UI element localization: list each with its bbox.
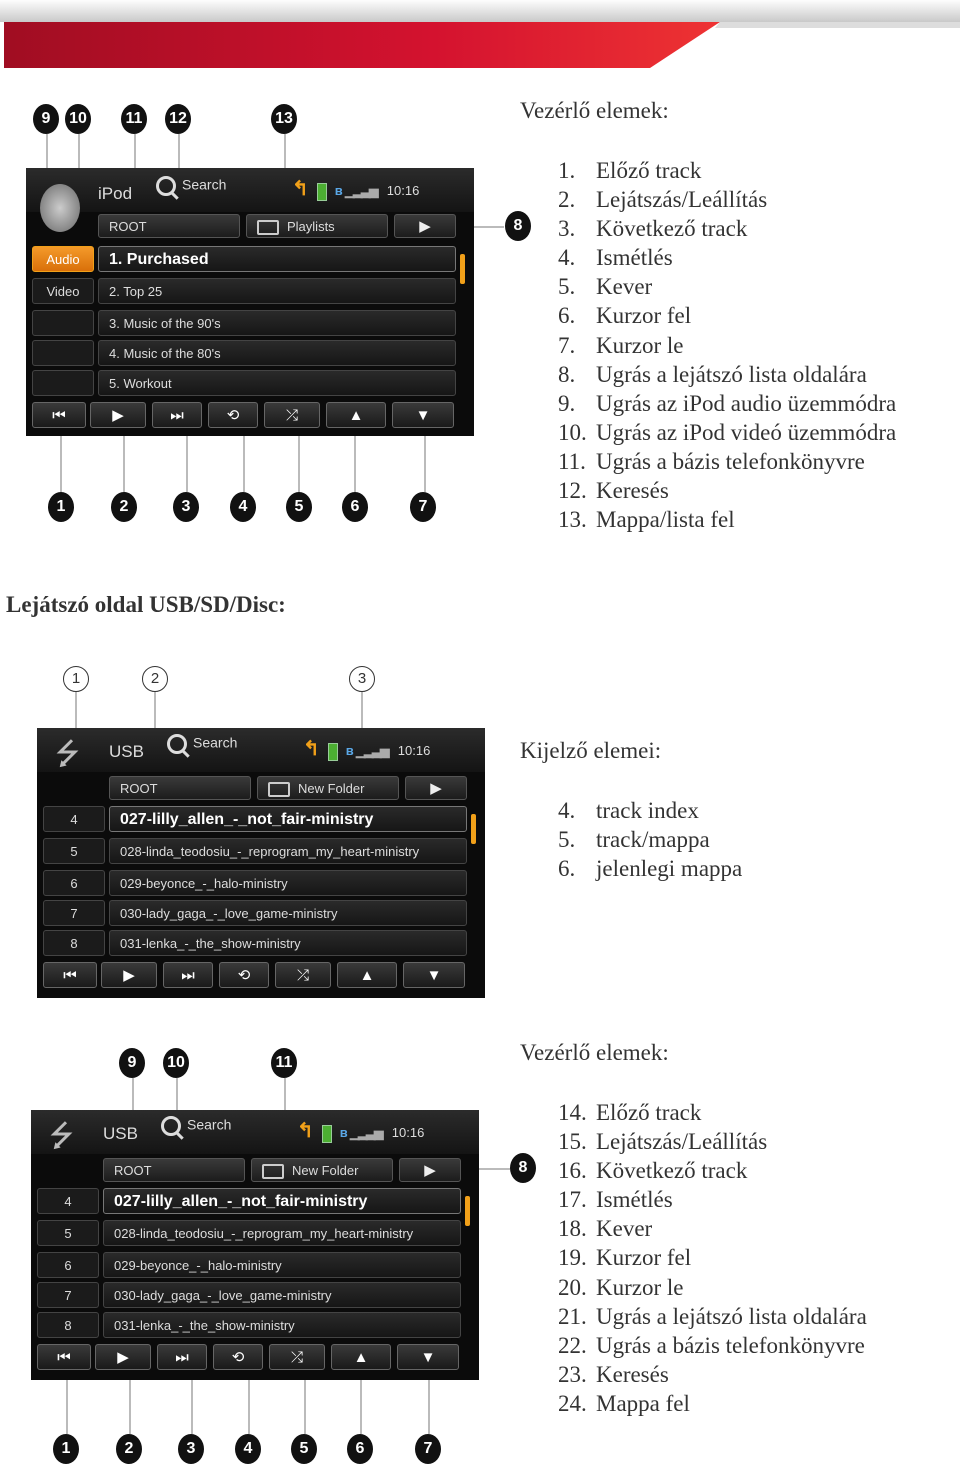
shuffle-button[interactable]: ⤮ (269, 1344, 325, 1370)
scrollbar[interactable] (465, 1196, 470, 1226)
item-number: 3. (558, 216, 576, 242)
item-number: 6. (558, 856, 576, 882)
track-index: 5 (43, 838, 105, 864)
item-number: 15. (558, 1129, 587, 1155)
usb-screen-controls (31, 1110, 479, 1380)
item-number: 1. (558, 158, 576, 183)
search-label: Search (193, 734, 238, 751)
callout-marker: 1 (48, 492, 74, 522)
item-number: 18. (558, 1216, 587, 1242)
clock: 10:16 (386, 183, 420, 198)
usb-section-title: Lejátszó oldal USB/SD/Disc: (6, 592, 286, 617)
battery-icon (317, 183, 327, 201)
source-label: USB (103, 1124, 138, 1143)
callout-marker: 3 (173, 492, 199, 522)
scrollbar[interactable] (471, 814, 476, 844)
callout-marker: 10 (65, 104, 91, 134)
search-icon (161, 1116, 181, 1136)
status-area (297, 1118, 424, 1143)
next-track-button[interactable]: ⏭ (152, 402, 202, 428)
callout-marker: 11 (121, 104, 147, 134)
folder-icon (257, 220, 279, 235)
item-text: Ugrás az iPod audio üzemmódra (596, 390, 897, 416)
item-number: 4. (558, 245, 576, 271)
usb-icon: ⭍ (49, 1120, 74, 1153)
folder-up-button[interactable] (251, 1158, 393, 1182)
callout-marker: 9 (119, 1048, 145, 1078)
leader-line (298, 428, 300, 492)
nav-arrow-icon[interactable]: ↰ (297, 1120, 314, 1142)
list-item (558, 360, 896, 389)
list-item (558, 156, 896, 185)
list-item (558, 1098, 867, 1127)
battery-icon (328, 743, 338, 761)
track-row[interactable]: 028-linda_teodosiu_-_reprogram_my_heart-ministry (109, 838, 467, 864)
item-number: 11. (558, 448, 586, 474)
status-area (303, 736, 430, 761)
track-index: 8 (37, 1312, 99, 1338)
item-number: 7. (558, 332, 576, 358)
list-item (558, 272, 896, 301)
item-number: 8. (558, 361, 576, 387)
item-number: 17. (558, 1187, 587, 1213)
track-row[interactable]: 030-lady_gaga_-_love_game-ministry (103, 1282, 461, 1308)
cursor-up-button[interactable]: ▲ (331, 1344, 391, 1370)
list-item (558, 418, 896, 447)
folder-up-button[interactable] (246, 214, 388, 238)
folder-label: New Folder (298, 781, 365, 796)
track-row[interactable]: 028-linda_teodosiu_-_reprogram_my_heart-ministry (103, 1220, 461, 1246)
callout-marker: 4 (230, 492, 256, 522)
item-text: Lejátszás/Leállítás (596, 1129, 768, 1155)
item-text: Ismétlés (596, 245, 673, 271)
item-number: 10. (558, 419, 587, 445)
ipod-icon (40, 184, 80, 232)
display-elements-heading: Kijelző elemei: (520, 738, 662, 763)
callout-marker: 1 (53, 1434, 79, 1464)
item-text: Ugrás a bázis telefonkönyvre (596, 1332, 865, 1358)
leader-line (428, 1372, 430, 1434)
list-row[interactable]: 2. Top 25 (98, 278, 456, 304)
search-button[interactable] (167, 734, 237, 754)
source-label: USB (109, 742, 144, 761)
callout-marker: 5 (286, 492, 312, 522)
item-text: Ugrás a lejátszó lista oldalára (596, 1303, 867, 1329)
next-track-button[interactable]: ⏭ (163, 962, 213, 988)
item-number: 2. (558, 187, 576, 213)
previous-track-button[interactable]: ⏮ (43, 962, 97, 988)
track-index: 6 (43, 870, 105, 896)
list-item (558, 447, 896, 476)
folder-icon (268, 782, 290, 797)
repeat-button[interactable]: ⟲ (208, 402, 258, 428)
callout-marker: 13 (271, 104, 297, 134)
status-area (292, 176, 419, 201)
leader-line (304, 1372, 306, 1434)
list-item (558, 1360, 867, 1389)
list-item (558, 1273, 867, 1302)
bluetooth-icon: ʙ (345, 743, 354, 758)
item-number: 4. (558, 798, 576, 823)
source-label: iPod (98, 184, 133, 203)
shuffle-button[interactable]: ⤮ (275, 962, 331, 988)
callout-marker: 2 (111, 492, 137, 522)
item-text: Keresés (596, 478, 669, 504)
callout-marker: 2 (116, 1434, 142, 1464)
red-banner (0, 0, 960, 68)
track-row[interactable]: 027-lilly_allen_-_not_fair-ministry (103, 1188, 461, 1214)
track-index: 8 (43, 930, 105, 956)
list-item (558, 1127, 867, 1156)
item-text: Előző track (596, 1100, 702, 1125)
item-text: Kurzor le (596, 332, 684, 358)
bluetooth-icon: ʙ (339, 1125, 348, 1140)
item-number: 22. (558, 1332, 587, 1358)
usb-controls-heading: Vezérlő elemek: (520, 1040, 669, 1065)
item-text: Mappa/lista fel (596, 507, 735, 533)
track-row[interactable]: 030-lady_gaga_-_love_game-ministry (109, 900, 467, 926)
callout-marker: 11 (271, 1048, 297, 1078)
list-item (558, 796, 742, 825)
usb-screen-display (37, 728, 485, 998)
bluetooth-icon: ʙ (334, 183, 343, 198)
root-button[interactable]: ROOT (98, 214, 240, 238)
callout-marker: 3 (178, 1434, 204, 1464)
list-item (558, 505, 896, 534)
clock: 10:16 (397, 743, 431, 758)
search-icon (156, 176, 176, 196)
callout-marker: 10 (163, 1048, 189, 1078)
list-row[interactable]: 4. Music of the 80's (98, 340, 456, 366)
leader-line (66, 1372, 68, 1434)
item-number: 19. (558, 1245, 587, 1271)
callout-marker: 6 (342, 492, 368, 522)
track-row[interactable]: 031-lenka_-_the_show-ministry (109, 930, 467, 956)
list-item (558, 301, 896, 330)
item-text: track index (596, 798, 699, 823)
list-item (558, 1331, 867, 1360)
ipod-controls-list (558, 156, 896, 534)
callout-marker: 4 (235, 1434, 261, 1464)
list-item (558, 389, 896, 418)
list-item (558, 476, 896, 505)
callout-marker: 8 (510, 1153, 536, 1183)
empty-tab (32, 310, 94, 336)
list-row[interactable]: 3. Music of the 90's (98, 310, 456, 336)
shuffle-button[interactable]: ⤮ (264, 402, 320, 428)
list-item (558, 1389, 867, 1418)
item-text: Kurzor fel (596, 1245, 692, 1271)
clock: 10:16 (391, 1125, 425, 1140)
play-pause-button[interactable]: ▶ (95, 1344, 151, 1370)
leader-line (243, 428, 245, 492)
item-number: 5. (558, 827, 576, 853)
item-text: Ismétlés (596, 1187, 673, 1213)
item-number: 9. (558, 390, 576, 416)
list-item (558, 1302, 867, 1331)
item-number: 13. (558, 507, 587, 533)
item-text: Következő track (596, 1158, 748, 1184)
track-index: 6 (37, 1252, 99, 1278)
list-item (558, 1243, 867, 1272)
track-index: 4 (43, 806, 105, 832)
search-button[interactable] (156, 176, 226, 196)
list-item (558, 331, 896, 360)
signal-icon: ▁▂▃▅ (344, 183, 377, 198)
item-text: Ugrás az iPod videó üzemmódra (596, 419, 897, 445)
callout-marker: 12 (165, 104, 191, 134)
previous-track-button[interactable]: ⏮ (32, 402, 86, 428)
leader-line (191, 1372, 193, 1434)
track-row[interactable]: 027-lilly_allen_-_not_fair-ministry (109, 806, 467, 832)
signal-icon: ▁▂▃▅ (349, 1125, 382, 1140)
list-row[interactable]: 1. Purchased (98, 246, 456, 272)
cursor-up-button[interactable]: ▲ (337, 962, 397, 988)
item-text: track/mappa (596, 827, 710, 853)
ipod-screen (26, 168, 474, 436)
callout-marker: 7 (415, 1434, 441, 1464)
item-number: 24. (558, 1390, 587, 1416)
callout-marker: 6 (347, 1434, 373, 1464)
leader-line (123, 428, 125, 492)
track-row[interactable]: 029-beyonce_-_halo-ministry (109, 870, 467, 896)
cursor-down-button[interactable]: ▼ (392, 402, 454, 428)
nav-arrow-icon[interactable]: ↰ (292, 178, 309, 200)
root-button[interactable]: ROOT (103, 1158, 245, 1182)
callout-marker: 8 (505, 211, 531, 241)
leader-line (186, 428, 188, 492)
list-item (558, 243, 896, 272)
next-track-button[interactable]: ⏭ (157, 1344, 207, 1370)
callout-marker: 7 (410, 492, 436, 522)
list-row[interactable]: 5. Workout (98, 370, 456, 396)
item-number: 14. (558, 1100, 587, 1125)
item-number: 16. (558, 1158, 587, 1184)
tab-audio[interactable]: Audio (32, 246, 94, 272)
leader-line (60, 428, 62, 492)
ipod-controls-heading: Vezérlő elemek: (520, 98, 669, 123)
item-text: Következő track (596, 216, 748, 242)
callout-marker: 9 (33, 104, 59, 134)
list-item (558, 214, 896, 243)
folder-label: New Folder (292, 1163, 359, 1178)
leader-line (248, 1372, 250, 1434)
empty-tab (32, 370, 94, 396)
track-row[interactable]: 029-beyonce_-_halo-ministry (103, 1252, 461, 1278)
list-item (558, 1185, 867, 1214)
leader-line (424, 428, 426, 492)
leader-line (360, 1372, 362, 1434)
usb-icon: ⭍ (55, 738, 80, 771)
repeat-button[interactable]: ⟲ (219, 962, 269, 988)
search-icon (167, 734, 187, 754)
callout-marker: 1 (63, 666, 89, 692)
battery-icon (322, 1125, 332, 1143)
item-text: Kever (596, 1216, 653, 1242)
folder-up-button[interactable] (257, 776, 399, 800)
callout-marker: 5 (291, 1434, 317, 1464)
scrollbar[interactable] (460, 254, 465, 284)
cursor-down-button[interactable]: ▼ (397, 1344, 459, 1370)
item-number: 20. (558, 1274, 587, 1300)
list-item (558, 854, 742, 883)
item-text: Lejátszás/Leállítás (596, 187, 768, 213)
tab-video[interactable]: Video (32, 278, 94, 304)
item-text: Ugrás a lejátszó lista oldalára (596, 361, 867, 387)
item-text: Előző track (596, 158, 702, 183)
now-playing-button[interactable]: ▶ (405, 776, 467, 800)
track-row[interactable]: 031-lenka_-_the_show-ministry (103, 1312, 461, 1338)
list-item (558, 1156, 867, 1185)
callout-marker: 2 (142, 666, 168, 692)
previous-track-button[interactable]: ⏮ (37, 1344, 91, 1370)
cursor-down-button[interactable]: ▼ (403, 962, 465, 988)
callout-marker: 3 (349, 666, 375, 692)
root-button[interactable]: ROOT (109, 776, 251, 800)
now-playing-button[interactable]: ▶ (399, 1158, 461, 1182)
item-number: 23. (558, 1361, 587, 1387)
item-number: 12. (558, 478, 587, 504)
list-item (558, 825, 742, 854)
repeat-button[interactable]: ⟲ (213, 1344, 263, 1370)
play-pause-button[interactable]: ▶ (90, 402, 146, 428)
item-text: Kever (596, 274, 653, 300)
item-text: jelenlegi mappa (596, 856, 743, 882)
item-number: 6. (558, 303, 576, 329)
item-text: Keresés (596, 1361, 669, 1387)
item-text: Kurzor le (596, 1274, 684, 1300)
item-text: Ugrás a bázis telefonkönyvre (596, 448, 865, 474)
item-number: 21. (558, 1303, 587, 1329)
folder-label: Playlists (287, 219, 335, 234)
play-pause-button[interactable]: ▶ (101, 962, 157, 988)
nav-arrow-icon[interactable]: ↰ (303, 738, 320, 760)
search-label: Search (182, 176, 227, 193)
search-button[interactable] (161, 1116, 231, 1136)
folder-icon (262, 1164, 284, 1179)
search-label: Search (187, 1116, 232, 1133)
item-number: 5. (558, 274, 576, 300)
track-index: 4 (37, 1188, 99, 1214)
now-playing-button[interactable]: ▶ (394, 214, 456, 238)
usb-controls-list (558, 1098, 867, 1418)
list-item (558, 185, 896, 214)
leader-line (129, 1372, 131, 1434)
track-index: 7 (43, 900, 105, 926)
display-elements-list (558, 796, 742, 883)
list-item (558, 1214, 867, 1243)
leader-line (354, 428, 356, 492)
empty-tab (32, 340, 94, 366)
track-index: 7 (37, 1282, 99, 1308)
signal-icon: ▁▂▃▅ (355, 743, 388, 758)
item-text: Mappa fel (596, 1390, 690, 1416)
track-index: 5 (37, 1220, 99, 1246)
cursor-up-button[interactable]: ▲ (326, 402, 386, 428)
item-text: Kurzor fel (596, 303, 692, 329)
